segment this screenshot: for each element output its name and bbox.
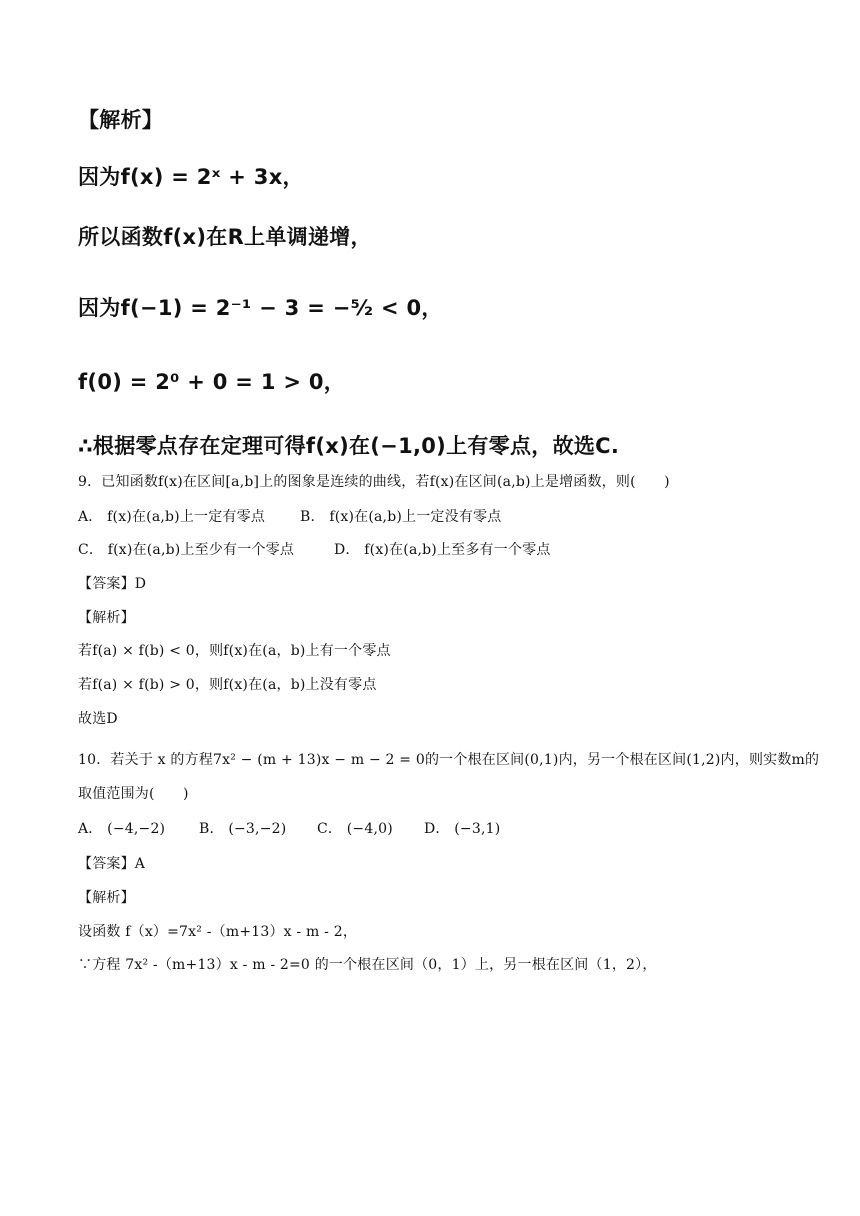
q10-options-row [78,818,500,838]
q10-analysis-heading: 【解析】 [78,890,135,906]
q10-option-d: D． (−3,1) [424,821,501,837]
q9-options-row-1 [78,506,501,526]
prev-analysis-line-2: 所以函数f(x)在R上单调递增， [78,225,372,249]
q9-options-row-2 [78,539,551,559]
q10-stem-line-1: 10．若关于 x 的方程7x² − (m + 13)x − m − 2 = 0的一个根在区间(0,1)内，另一个根在区间(1,2)内，则实数m的 [78,752,820,768]
q10-option-a: A． (−4,−2) [78,821,166,837]
q9-option-a: A． f(x)在(a,b)上一定有零点 [78,509,266,525]
q10-answer: 【答案】A [78,856,146,872]
q9-analysis-line-2: 若f(a) × f(b) > 0，则f(x)在(a，b)上没有零点 [78,677,377,693]
q10-stem-line-2: 取值范围为( ) [78,786,189,802]
prev-analysis-heading: 【解析】 [78,108,164,132]
prev-analysis-line-1: 因为f(x) = 2ˣ + 3x， [78,165,304,189]
q10-option-c: C． (−4,0) [317,821,393,837]
prev-analysis-line-3: 因为f(−1) = 2⁻¹ − 3 = −⁵⁄₂ < 0， [78,296,443,320]
q9-analysis-line-1: 若f(a) × f(b) < 0，则f(x)在(a，b)上有一个零点 [78,643,391,659]
q9-option-d: D． f(x)在(a,b)上至多有一个零点 [334,542,551,558]
q9-analysis-line-3: 故选D [78,711,118,727]
q9-option-b: B． f(x)在(a,b)上一定没有零点 [300,509,502,525]
prev-analysis-line-5: ∴根据零点存在定理可得f(x)在(−1,0)上有零点，故选C. [78,434,620,458]
q10-option-b: B． (−3,−2) [199,821,287,837]
q9-option-c: C． f(x)在(a,b)上至少有一个零点 [78,542,295,558]
q9-answer: 【答案】D [78,576,147,592]
q9-analysis-heading: 【解析】 [78,610,135,626]
q10-analysis-line-2: ∵方程 7x² -（m+13）x - m - 2=0 的一个根在区间（0，1）上，另一根在区间（1，2）， [78,957,657,973]
q9-stem: 9．已知函数f(x)在区间[a,b]上的图象是连续的曲线，若f(x)在区间(a,b)上是增函数，则( ) [78,474,670,490]
prev-analysis-line-4: f(0) = 2⁰ + 0 = 1 > 0， [78,370,346,394]
q10-analysis-line-1: 设函数 f（x）=7x² -（m+13）x - m - 2， [78,924,358,940]
